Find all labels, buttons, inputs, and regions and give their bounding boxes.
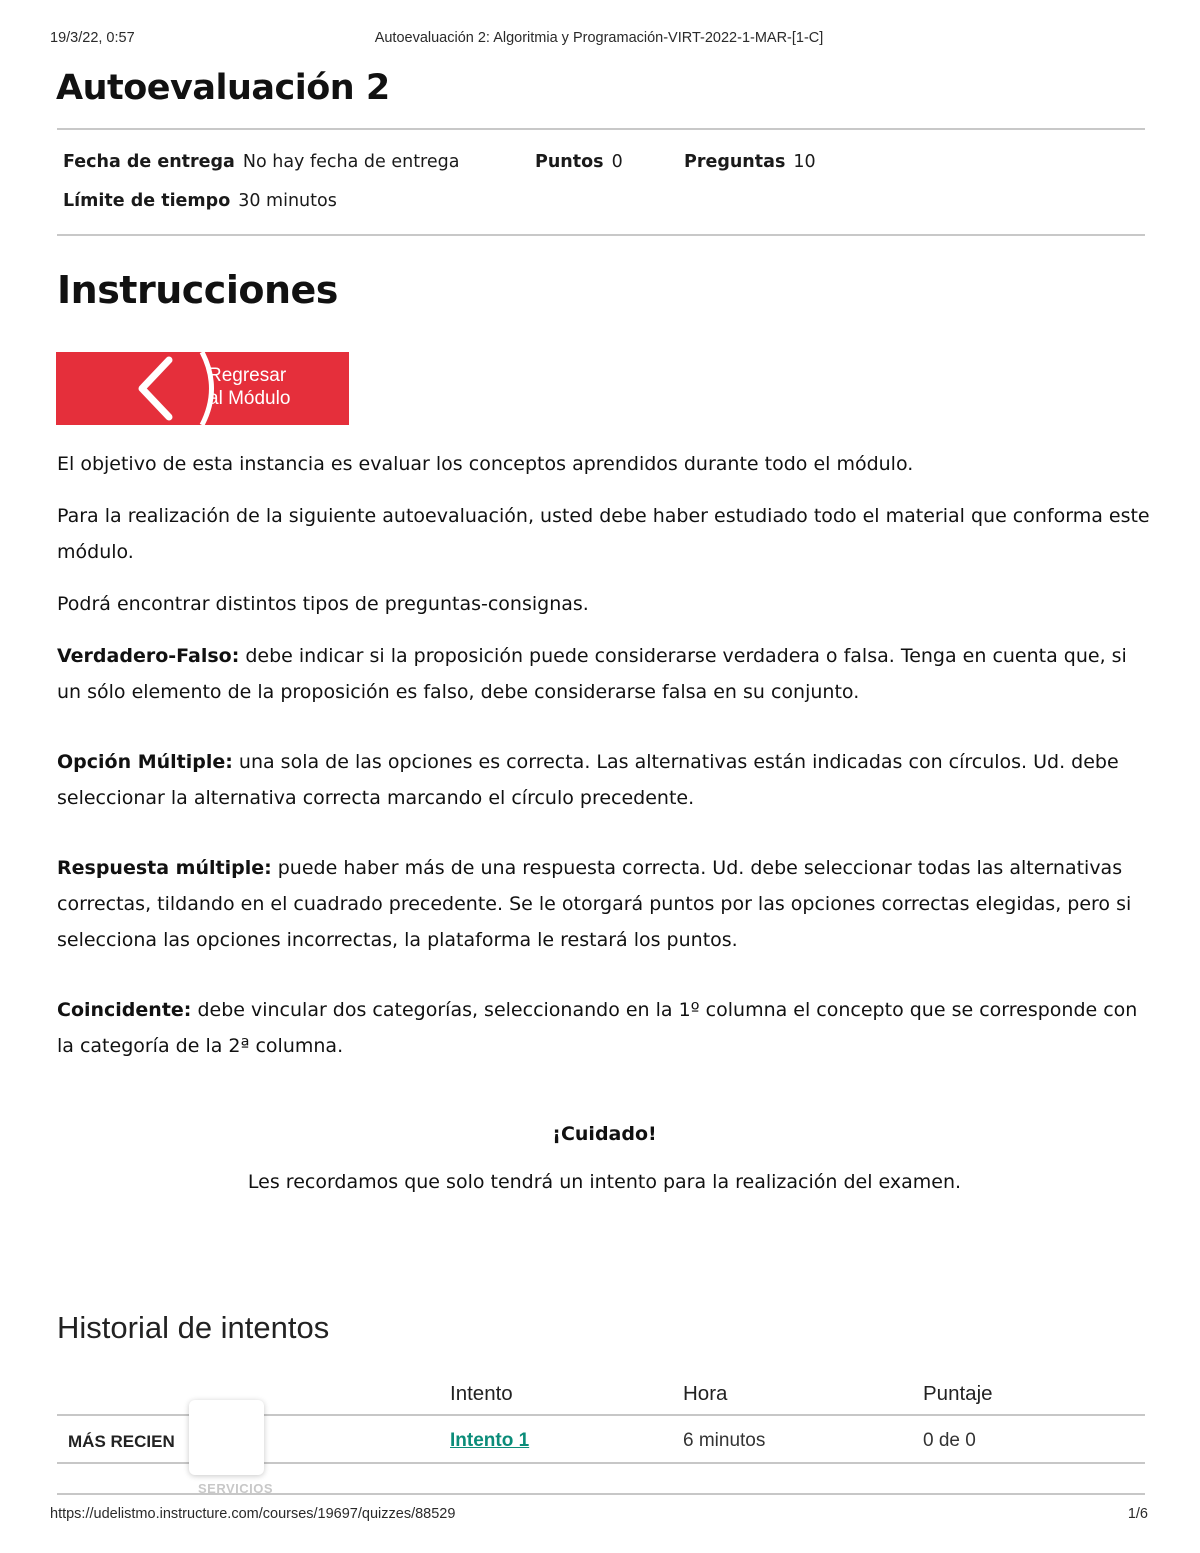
divider [57,234,1145,236]
latest-label: MÁS RECIEN [68,1432,175,1451]
warning-title: ¡Cuidado! [552,1123,657,1145]
instructions-body [57,446,1152,1216]
back-banner-label: Regresar al Módulo [208,365,291,409]
instructions-heading: Instrucciones [57,268,338,312]
page-number: 1/6 [1127,1506,1148,1522]
points-label: Puntos [535,152,604,172]
questions-field [684,152,816,172]
multiple-choice-description: Opción Múltiple: una sola de las opciones es correcta. Las alternativas están indicadas con círculos. Ud. debe seleccionar la alternativa correcta marcando el círculo precedente. [57,751,1119,809]
page-title: Autoevaluación 2 [56,68,390,108]
questions-label: Preguntas [684,152,786,172]
instruction-paragraph: Podrá encontrar distintos tipos de preguntas-consignas. [57,593,589,615]
score-cell: 0 de 0 [923,1430,976,1451]
back-to-module-button[interactable] [56,352,349,425]
points-value: 0 [611,152,623,172]
points-field [535,152,623,172]
true-false-description: Verdadero-Falso: debe indicar si la proposición puede considerarse verdadera o falsa. Tenga en cuenta que, si un sólo elemento de la proposición es falso, debe considerarse falsa en su conjunto. [57,645,1127,703]
time-limit-value: 30 minutos [238,191,337,211]
attempt-history-heading: Historial de intentos [57,1310,330,1345]
print-header [50,30,1148,50]
divider [57,128,1145,130]
floating-services-card[interactable] [189,1400,264,1475]
page-url: https://udelistmo.instructure.com/courses/19697/quizzes/88529 [50,1506,456,1522]
column-header-time: Hora [683,1382,728,1405]
time-limit-field [63,191,337,211]
print-doc-title: Autoevaluación 2: Algoritmia y Programación-VIRT-2022-1-MAR-[1-C] [374,30,824,46]
due-date-field [63,152,459,172]
services-label: SERVICIOS [198,1481,274,1496]
time-limit-label: Límite de tiempo [63,191,231,211]
instruction-paragraph: Para la realización de la siguiente autoevaluación, usted debe haber estudiado todo el material que conforma este módulo. [57,505,1150,563]
due-date-label: Fecha de entrega [63,152,235,172]
time-cell: 6 minutos [683,1430,766,1451]
matching-description: Coincidente: debe vincular dos categorías, seleccionando en la 1º columna el concepto que se corresponde con la categoría de la 2ª columna. [57,999,1138,1057]
print-date: 19/3/22, 0:57 [50,30,135,46]
questions-value: 10 [793,152,816,172]
column-header-attempt: Intento [450,1382,513,1405]
multiple-answer-description: Respuesta múltiple: puede haber más de una respuesta correcta. Ud. debe seleccionar todas las alternativas correctas, tildando en el cuadrado precedente. Se le otorgará puntos por las opciones correctas elegidas, pero si selecciona las opciones incorrectas, la plataforma le restará los puntos. [57,857,1132,951]
attempt-link[interactable]: Intento 1 [450,1430,530,1451]
instruction-paragraph: El objetivo de esta instancia es evaluar los conceptos aprendidos durante todo el módulo. [57,453,914,475]
back-chevron-icon [56,352,349,425]
attempt-cell [450,1430,529,1452]
column-header-score: Puntaje [923,1382,993,1405]
warning-text: Les recordamos que solo tendrá un intento para la realización del examen. [247,1171,962,1193]
due-date-value: No hay fecha de entrega [242,152,460,172]
